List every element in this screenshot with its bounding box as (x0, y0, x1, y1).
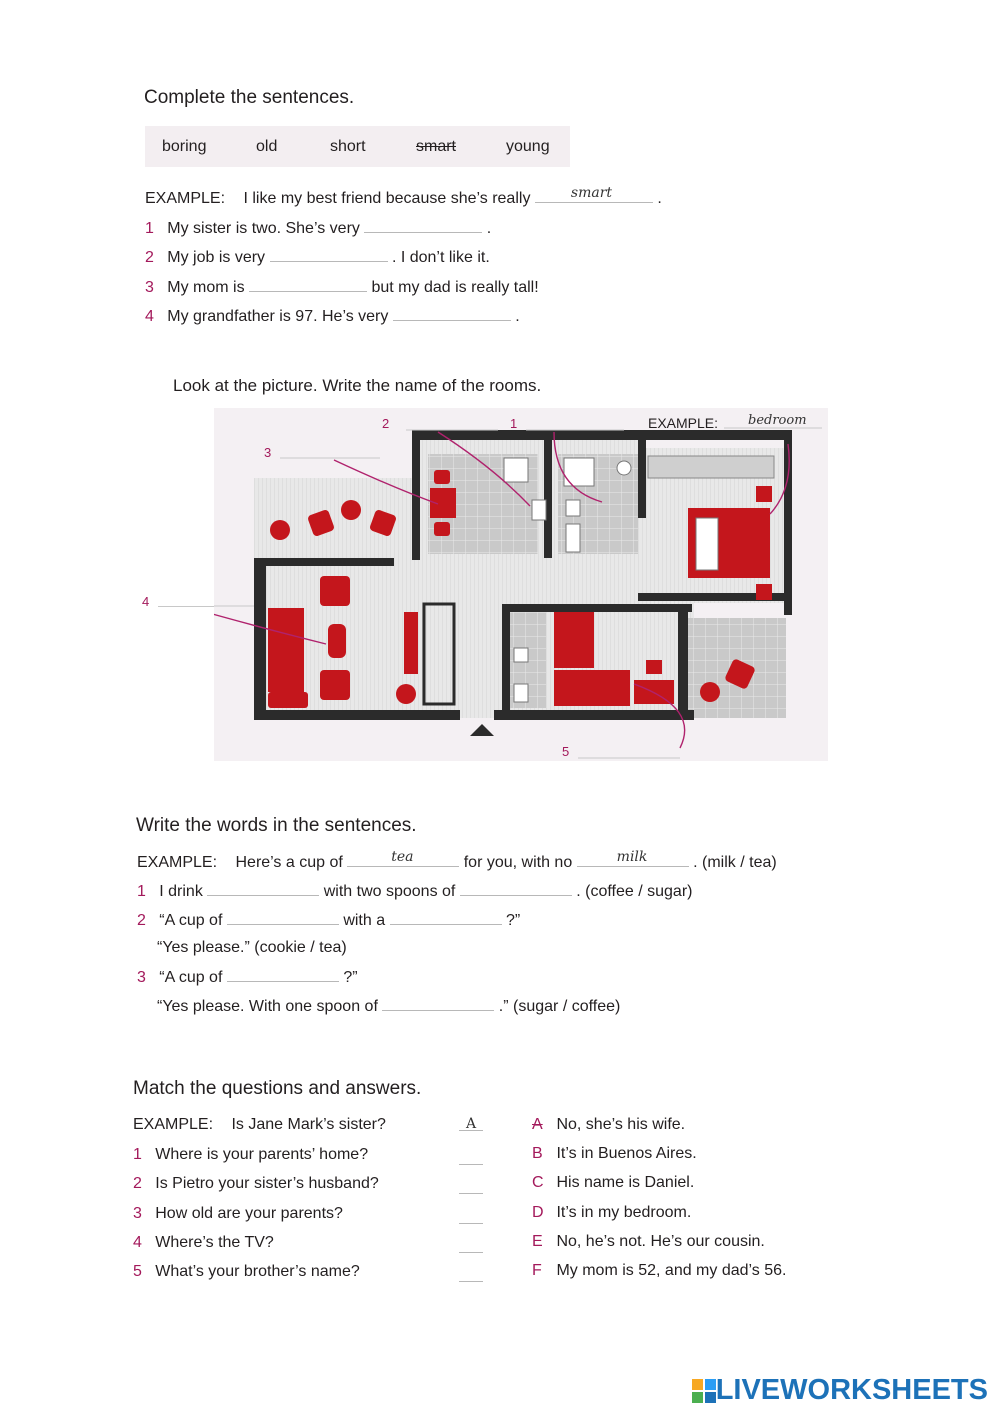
item-number: 2 (137, 912, 146, 929)
answer-blank[interactable] (364, 218, 482, 233)
logo-squares (692, 1379, 716, 1403)
question-5 (133, 1263, 360, 1281)
word-young: young (506, 138, 550, 155)
question-3 (133, 1205, 343, 1223)
question-text: Where is your parents’ home? (155, 1146, 369, 1163)
question-number: 3 (133, 1205, 142, 1222)
answer-text: No, she’s his wife. (556, 1116, 686, 1133)
question-number: 4 (133, 1234, 142, 1251)
example-answer-1: tea (391, 849, 414, 865)
example-label: EXAMPLE: (137, 854, 218, 871)
item-text: My grandfather is 97. He’s very (167, 308, 389, 325)
item-text: “A cup of (159, 969, 223, 986)
example-blank-2 (577, 849, 689, 867)
example-answer: A (459, 1116, 483, 1131)
room-label-1: 1 (510, 416, 518, 431)
example-answer: bedroom (748, 413, 807, 428)
answer-slot-2[interactable] (459, 1179, 483, 1194)
section1-heading: Complete the sentences. (144, 87, 355, 108)
s1-item-1 (145, 218, 491, 238)
question-2 (133, 1175, 379, 1193)
section2-heading: Look at the picture. Write the name of the rooms. (173, 376, 542, 395)
answer-blank[interactable] (382, 996, 494, 1011)
item-text: My job is very (167, 249, 266, 266)
question-number: 2 (133, 1175, 142, 1192)
answer-text: No, he’s not. He’s our cousin. (556, 1233, 765, 1250)
section4-heading: Match the questions and answers. (133, 1078, 422, 1099)
answer-text: It’s in my bedroom. (556, 1204, 692, 1221)
question-number: 5 (133, 1263, 142, 1280)
liveworksheets-logo-icon (692, 1379, 716, 1403)
word-short: short (330, 138, 366, 155)
example-label: EXAMPLE: (133, 1116, 214, 1133)
example-text: I like my best friend because she’s really (243, 190, 531, 207)
example-text: Here’s a cup of (235, 854, 343, 871)
answer-slot-5[interactable] (459, 1267, 483, 1282)
answer-blank[interactable] (270, 247, 388, 262)
question-text: Where’s the TV? (155, 1234, 274, 1251)
item-text: .” (sugar / coffee) (498, 998, 621, 1015)
word-old: old (256, 138, 278, 155)
word-smart: smart (416, 138, 456, 155)
answer-letter: F (532, 1262, 542, 1279)
item-number: 1 (137, 883, 146, 900)
example-label: EXAMPLE: (648, 415, 719, 431)
item-text: My sister is two. She’s very (167, 220, 360, 237)
answer-blank[interactable] (393, 306, 511, 321)
s1-item-4 (145, 306, 520, 326)
answer-letter: B (532, 1145, 543, 1162)
question-text: How old are your parents? (155, 1205, 343, 1222)
item-number: 2 (145, 249, 154, 266)
question-number: 1 (133, 1146, 142, 1163)
s3-item-2-line2: “Yes please.” (cookie / tea) (157, 939, 347, 956)
example-text: . (milk / tea) (693, 854, 777, 871)
item-text-end: . (486, 220, 492, 237)
answer-a (532, 1116, 685, 1134)
s1-example-row: EXAMPLE: I like my best friend because she’s really smart . (145, 185, 662, 207)
example-answer: smart (570, 185, 613, 201)
section3-heading: Write the words in the sentences. (136, 815, 417, 836)
answer-slot-4[interactable] (459, 1238, 483, 1253)
item-number: 1 (145, 220, 154, 237)
item-text: ?” (343, 969, 358, 986)
answer-slot-1[interactable] (459, 1150, 483, 1165)
question-1 (133, 1146, 368, 1164)
floor-plan (214, 408, 828, 761)
word-boring: boring (162, 138, 207, 155)
s4-example-row (133, 1116, 386, 1134)
word-box (145, 126, 570, 167)
answer-letter: A (532, 1116, 543, 1133)
s3-item-1 (137, 881, 692, 901)
answer-letter: C (532, 1174, 544, 1191)
answer-slot-3[interactable] (459, 1209, 483, 1224)
answer-f (532, 1262, 786, 1280)
s3-item-2 (137, 910, 520, 930)
answer-c (532, 1174, 694, 1192)
item-text: My mom is (167, 279, 245, 296)
example-label: EXAMPLE: (145, 190, 226, 207)
item-number: 3 (137, 969, 146, 986)
item-text: . (coffee / sugar) (576, 883, 693, 900)
example-text: for you, with no (463, 854, 573, 871)
item-text-end: . I don’t like it. (391, 249, 490, 266)
example-question: Is Jane Mark’s sister? (231, 1116, 386, 1133)
item-text: ?” (506, 912, 521, 929)
room-4-blank[interactable] (158, 606, 214, 607)
answer-blank[interactable] (249, 277, 367, 292)
example-answer-2: milk (616, 849, 648, 865)
item-text-end: but my dad is really tall! (371, 279, 539, 296)
s3-example-row (137, 849, 777, 872)
item-text: with a (343, 912, 386, 929)
item-text: “Yes please. With one spoon of (157, 998, 378, 1015)
answer-text: It’s in Buenos Aires. (556, 1145, 697, 1162)
answer-letter: E (532, 1233, 543, 1250)
example-answer-blank (535, 185, 653, 203)
question-text: What’s your brother’s name? (155, 1263, 360, 1280)
answer-blank[interactable] (227, 967, 339, 982)
room-label-2: 2 (382, 416, 390, 431)
item-text: I drink (159, 883, 203, 900)
answer-e (532, 1233, 765, 1251)
question-4 (133, 1234, 274, 1252)
item-text: with two spoons of (323, 883, 456, 900)
room-label-4: 4 (142, 594, 150, 609)
item-text-end: . (515, 308, 520, 325)
s3-item-3 (137, 967, 358, 987)
room-label-5: 5 (562, 744, 570, 759)
answer-letter: D (532, 1204, 544, 1221)
answer-text: My mom is 52, and my dad’s 56. (556, 1262, 787, 1279)
answer-b (532, 1145, 697, 1163)
question-text: Is Pietro your sister’s husband? (155, 1175, 379, 1192)
liveworksheets-logo: LIVEWORKSHEETS (715, 1374, 988, 1406)
answer-blank[interactable] (390, 910, 502, 925)
room-label-3: 3 (264, 445, 272, 460)
floor-plan-drawing (214, 408, 828, 761)
answer-d (532, 1204, 691, 1222)
answer-blank[interactable] (207, 881, 319, 896)
example-blank-1 (347, 849, 459, 867)
answer-blank[interactable] (227, 910, 339, 925)
item-number: 4 (145, 308, 154, 325)
item-text: “A cup of (159, 912, 223, 929)
s3-item-3-line2 (157, 996, 620, 1016)
item-number: 3 (145, 279, 154, 296)
s1-item-2 (145, 247, 490, 267)
answer-text: His name is Daniel. (556, 1174, 695, 1191)
s1-item-3 (145, 277, 539, 297)
answer-blank[interactable] (460, 881, 572, 896)
